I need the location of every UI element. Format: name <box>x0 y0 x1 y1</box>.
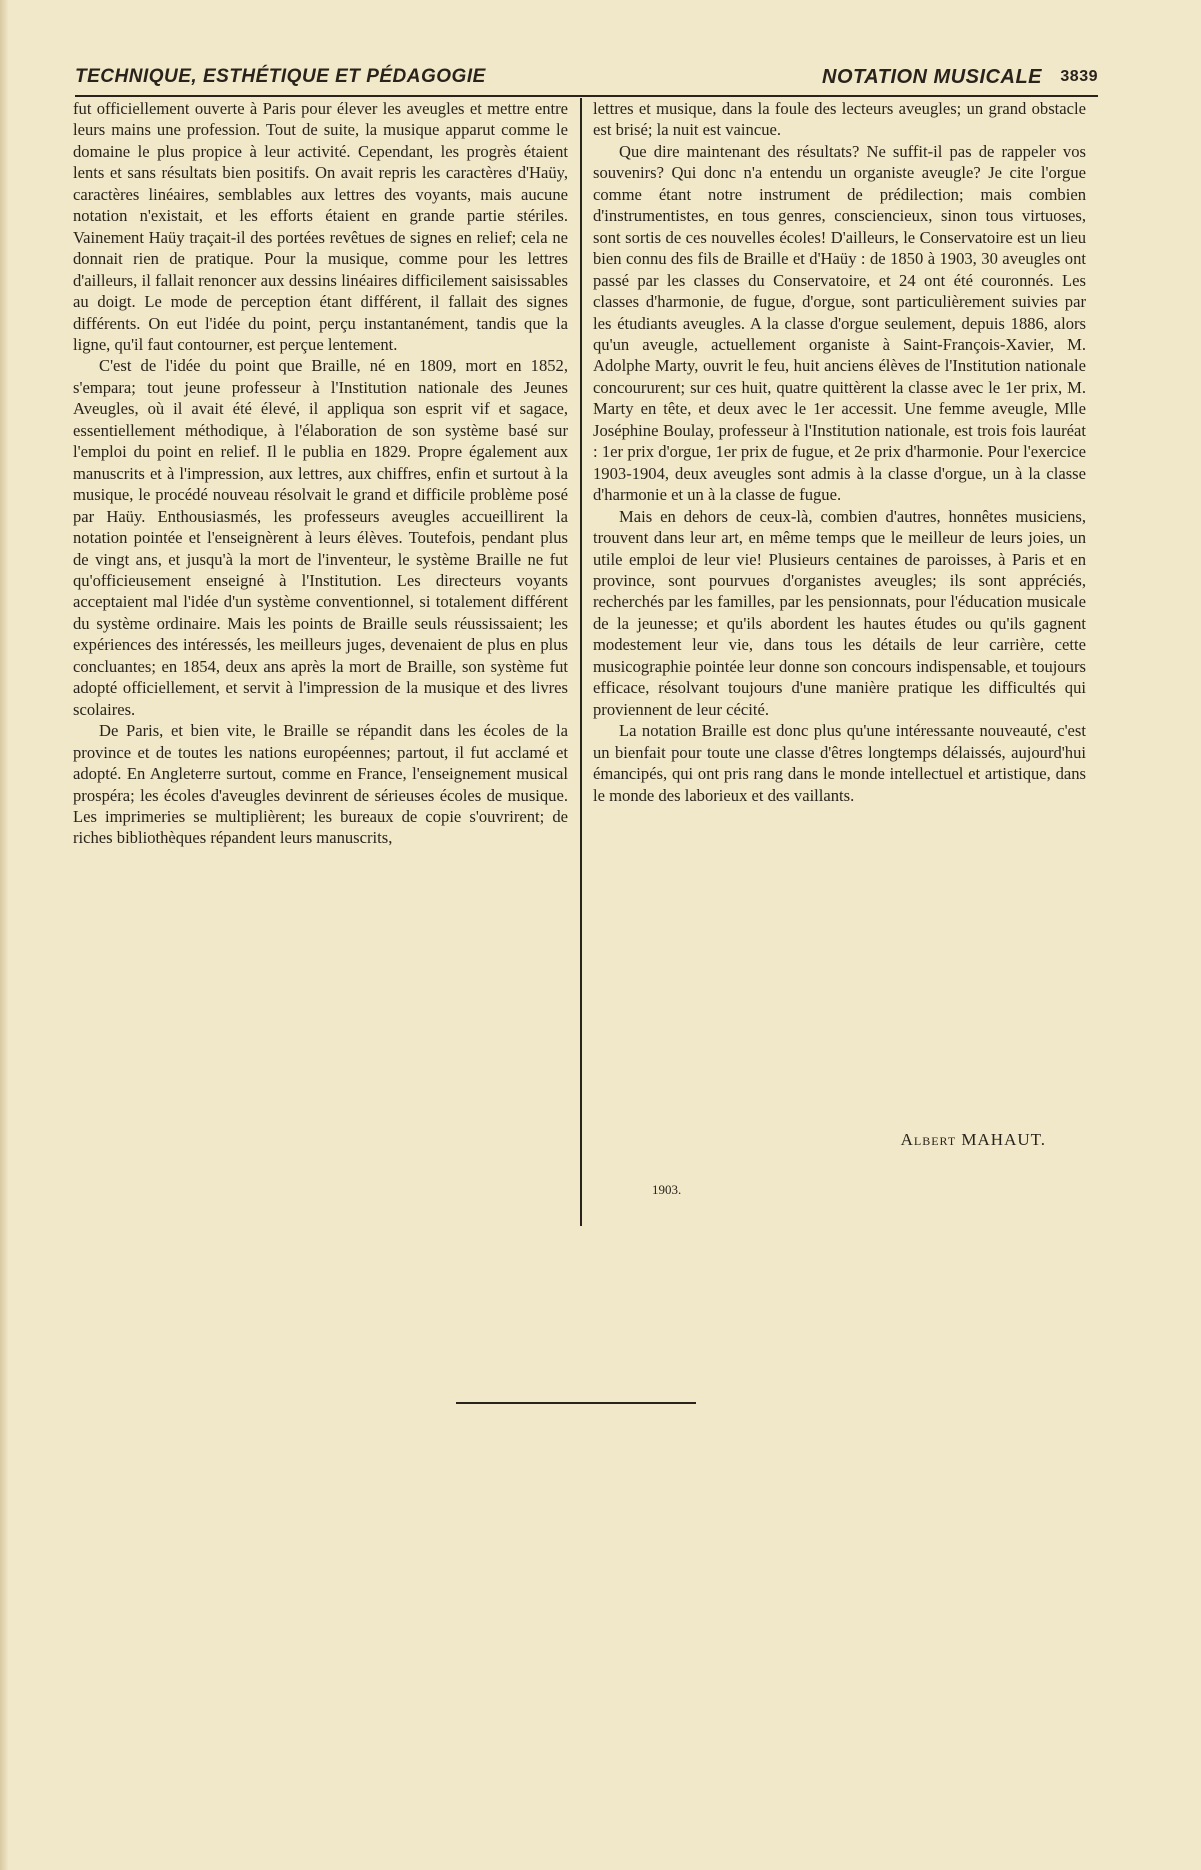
article-date: 1903. <box>652 1182 682 1197</box>
page-edge <box>0 0 8 1870</box>
right-column <box>593 98 1086 806</box>
end-rule <box>456 1402 696 1404</box>
right-paragraph-4: La notation Braille est donc plus qu'une intéressante nouveauté, c'est un bienfait pour toute une classe d'êtres longtemps délaissés, aujourd'hui émancipés, qui ont pris rang dans le monde intellectuel et artistique, dans le monde des laborieux et des vaillants. <box>593 721 1086 805</box>
left-column <box>73 98 568 849</box>
running-head-left-title: TECHNIQUE, ESTHÉTIQUE ET PÉDAGOGIE <box>75 66 486 87</box>
right-paragraph-3: Mais en dehors de ceux-là, combien d'autres, honnêtes musiciens, trouvent dans leur art, en même temps que le meilleur de leurs joies, un utile emploi de leur vie! Plusieurs centaines de paroisses, à Paris et en province, sont pourvues d'organistes aveugles; ils sont appréciés, recherchés par les familles, par les pensionnats, pour l'éducation musicale de la jeunesse; et qu'ils abordent les hautes études ou qu'ils gagnent modestement leur vie, dans tous les détails de leur carrière, cette musicographie pointée leur donne son concours indispensable, et toujours efficace, résolvant toujours d'une manière pratique les difficultés qui proviennent de leur cécité. <box>593 506 1086 719</box>
left-paragraph-1: fut officiellement ouverte à Paris pour élever les aveugles et mettre entre leurs mains une profession. Tout de suite, la musique apparut comme le domaine le plus propice à leur activité. Cependant, les progrès étaient lents et sans résultats bien positifs. On avait repris les caractères d'Haüy, caractères linéaires, semblables aux lettres des voyants, mais aucune notation n'existait, et les efforts étaient en grande partie stériles. Vainement Haüy traçait-il des portées revêtues de signes en relief; cela ne donnait rien de pratique. Pour la musique, comme pour les lettres d'ailleurs, il fallait renoncer aux dessins linéaires difficilement saisissables au doigt. Le mode de perception étant différent, il fallait des signes différents. On eut l'idée du point, perçu instantanément, tandis que la ligne, qu'il faut contourner, est perçue lentement. <box>73 99 568 354</box>
page-number: 3839 <box>1060 68 1098 85</box>
author-signature: Albert MAHAUT. <box>900 1130 1046 1149</box>
right-paragraph-2: Que dire maintenant des résultats? Ne suffit-il pas de rappeler vos souvenirs? Qui donc n'a entendu un organiste aveugle? Je cite l'orgue comme étant notre instrument de prédilection; mais combien d'instrumentistes, en tous genres, consciencieux, sinon tous virtuoses, sont sortis de ces nouvelles écoles! D'ailleurs, le Conservatoire est un lieu bien connu des fils de Braille et d'Haüy : de 1850 à 1903, 30 aveugles ont passé par les classes du Conservatoire, et 24 ont été couronnés. Les classes d'harmonie, de fugue, d'orgue, sont particulièrement suivies par les étudiants aveugles. A la classe d'orgue seulement, depuis 1886, alors qu'un aveugle, actuellement organiste à Saint-François-Xavier, M. Adolphe Marty, ouvrit le feu, huit anciens élèves de l'Institution nationale concoururent; sur ces huit, quatre quittèrent la classe avec le 1er prix, M. Marty en tête, et deux avec le 1er accessit. Une femme aveugle, Mlle Joséphine Boulay, professeur à l'Institution nationale, est trois fois lauréat : 1er prix d'orgue, 1er prix de fugue, et 2e prix d'harmonie. Pour l'exercice 1903-1904, deux aveugles sont admis à la classe d'orgue, un à la classe d'harmonie et un à la classe de fugue. <box>593 141 1086 505</box>
right-paragraph-1: lettres et musique, dans la foule des lecteurs aveugles; un grand obstacle est brisé; la nuit est vaincue. <box>593 99 1086 140</box>
running-head <box>75 66 1098 94</box>
column-divider <box>580 98 582 1226</box>
running-head-right-title: NOTATION MUSICALE <box>822 66 1042 88</box>
left-paragraph-2: C'est de l'idée du point que Braille, né en 1809, mort en 1852, s'empara; tout jeune professeur à l'Institution nationale des Jeunes Aveugles, où il avait été élevé, il appliqua son esprit vif et sagace, essentiellement méthodique, à l'élaboration de son système basé sur l'emploi du point en relief. Il le publia en 1829. Propre également aux manuscrits et à l'impression, aux lettres, aux chiffres, enfin et surtout à la musique, le procédé nouveau résolvait le grand et difficile problème posé par Haüy. Enthousiasmés, les professeurs aveugles accueillirent la notation pointée et l'enseignèrent à leurs élèves. Toutefois, pendant plus de vingt ans, et jusqu'à la mort de l'inventeur, le système Braille ne fut qu'officieusement enseigné à l'Institution. Les directeurs voyants acceptaient mal l'idée d'un système conventionnel, si totalement différent du système ordinaire. Mais les points de Braille seuls réussissaient; les expériences des intéressés, les meilleurs juges, devenaient de plus en plus concluantes; en 1854, deux ans après la mort de Braille, son système fut adopté officiellement, et servit à l'impression de la musique et des livres scolaires. <box>73 356 568 719</box>
header-rule <box>75 95 1098 97</box>
left-paragraph-3: De Paris, et bien vite, le Braille se répandit dans les écoles de la province et de toutes les nations européennes; partout, il fut acclamé et adopté. En Angleterre surtout, comme en France, l'enseignement musical prospéra; les écoles d'aveugles devinrent de sérieuses écoles de musique. Les imprimeries se multiplièrent; les bureaux de copie s'ouvrirent; de riches bibliothèques répandent leurs manuscrits, <box>73 721 568 848</box>
